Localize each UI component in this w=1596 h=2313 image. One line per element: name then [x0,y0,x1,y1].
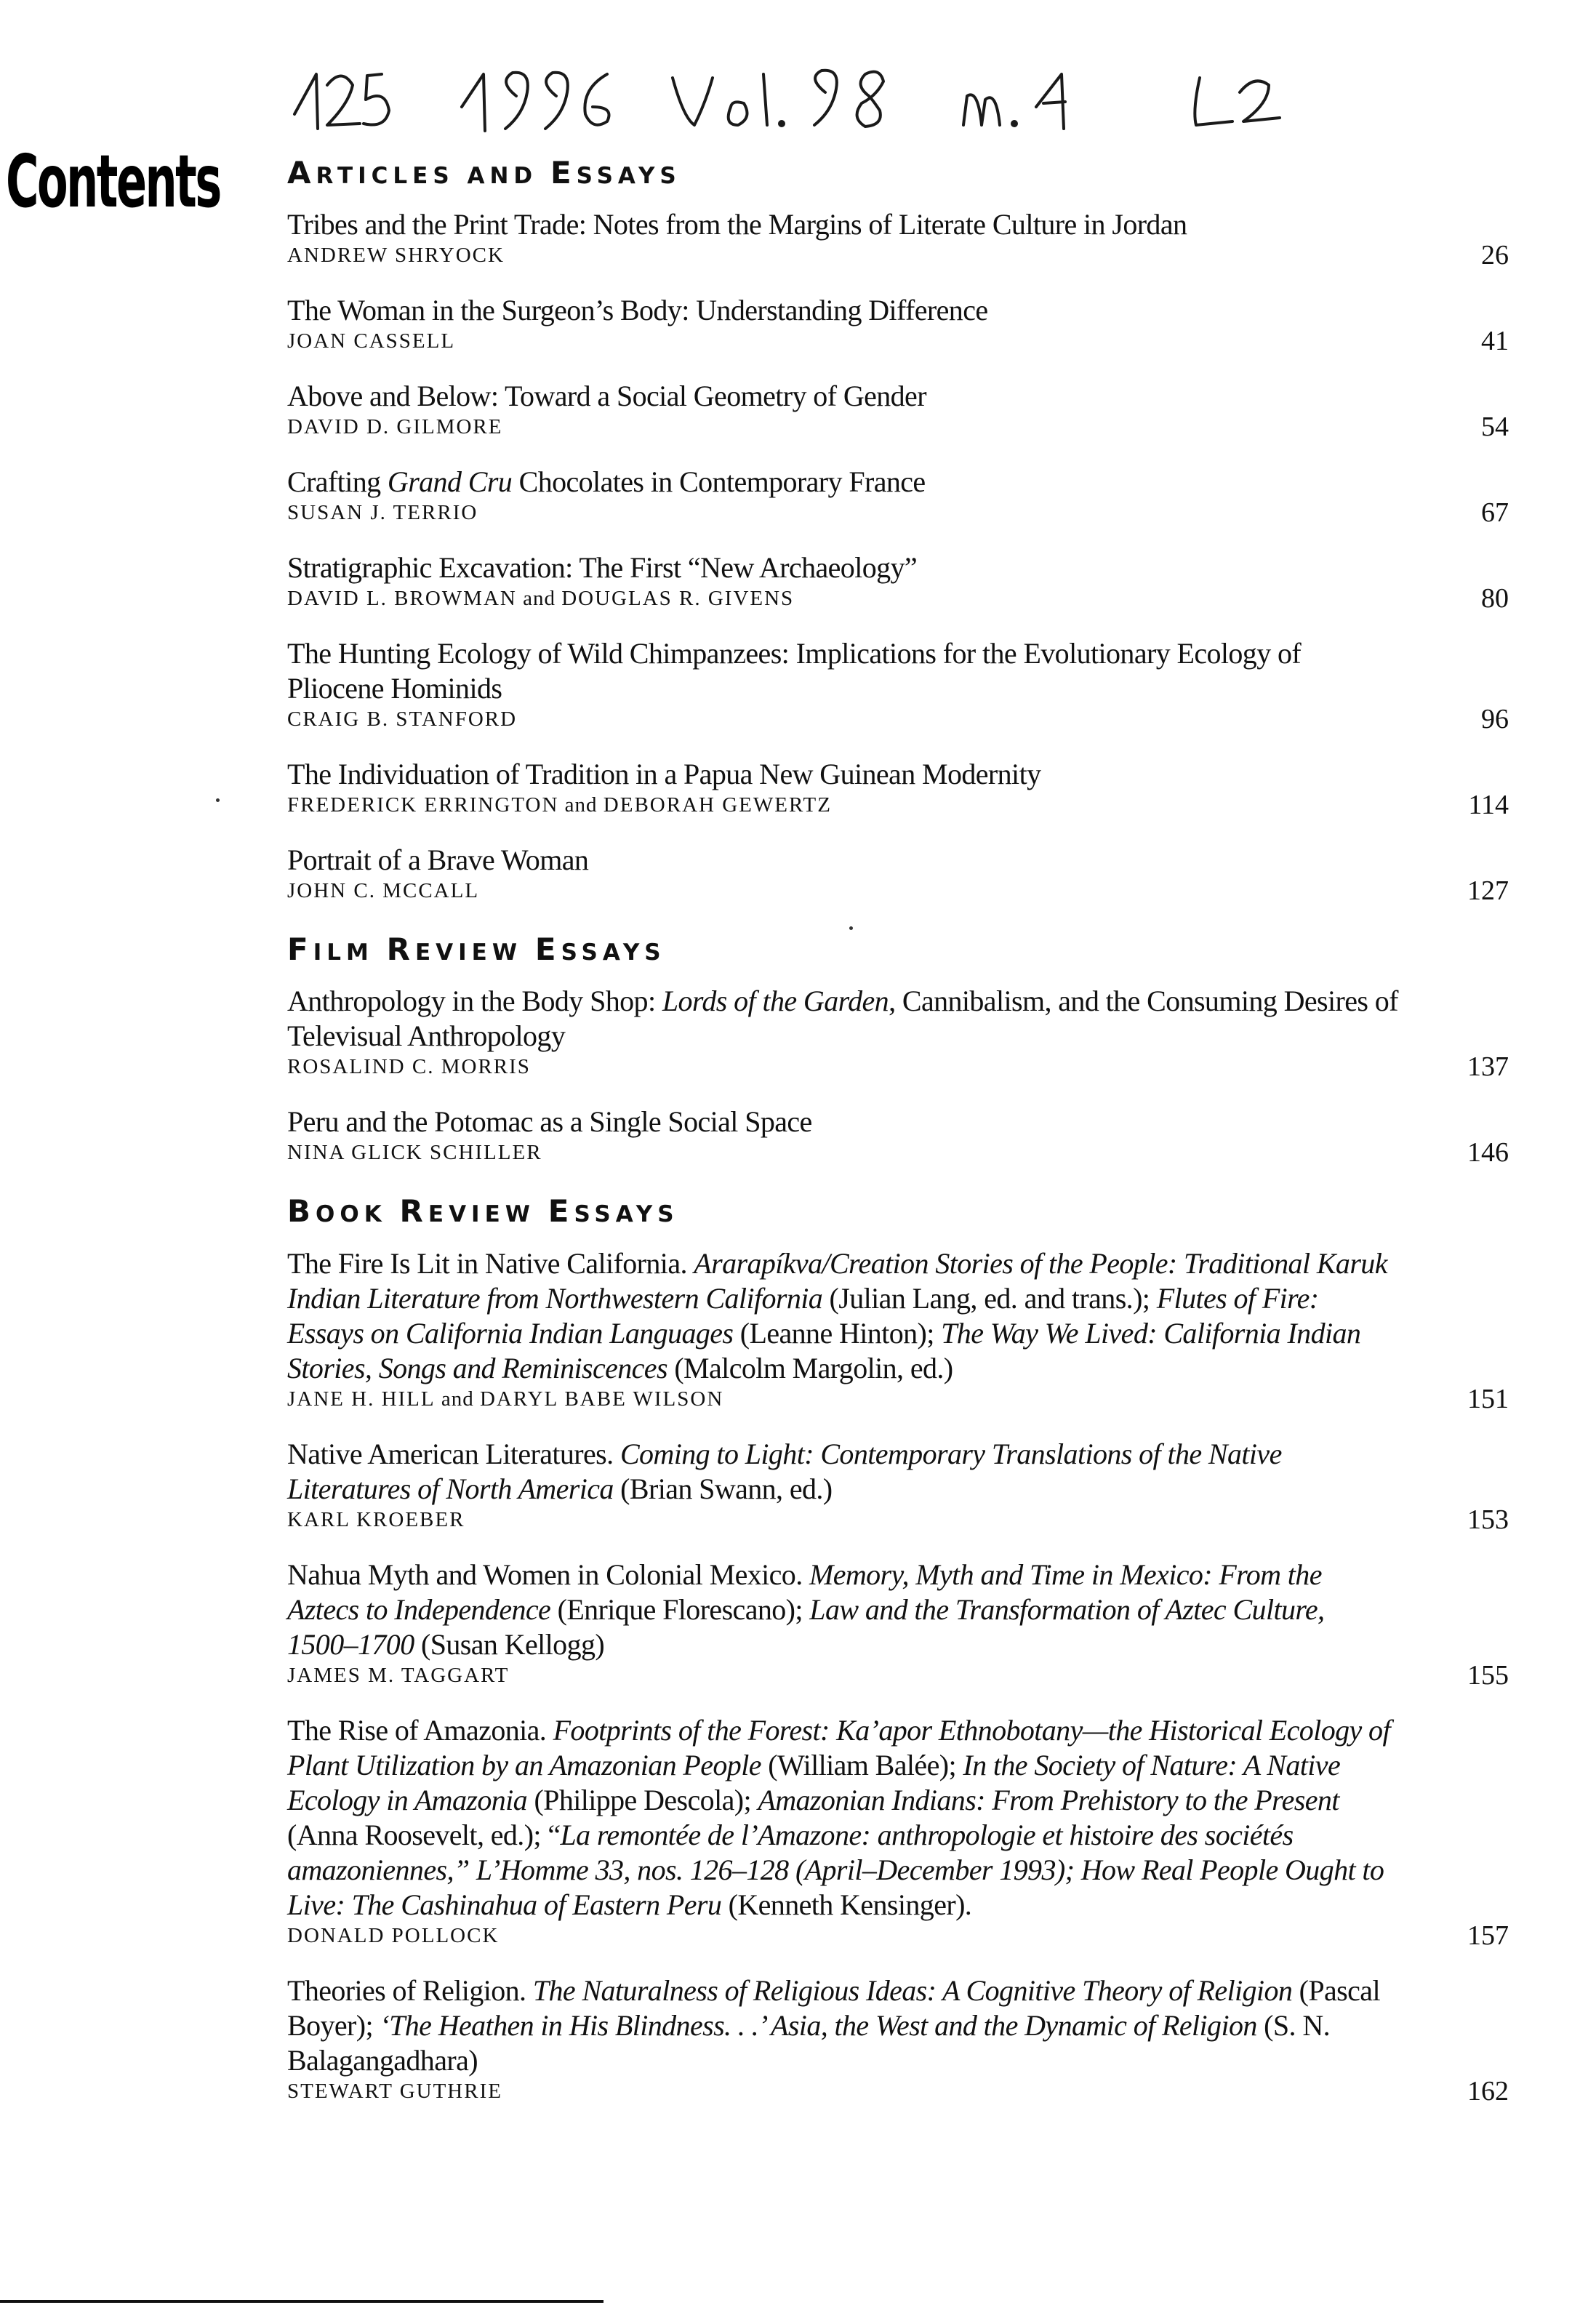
handwritten-call-number [287,45,1378,154]
entry-title: The Woman in the Surgeon’s Body: Understanding Difference [287,294,988,327]
entry-author: SUSAN J. TERRIO [287,501,478,525]
entry-author: DAVID D. GILMORE [287,415,503,439]
entry-title: The Hunting Ecology of Wild Chimpanzees: Implications for the Evolutionary Ecology of Pliocene Hominids [287,637,1302,705]
toc-entry[interactable] [287,1437,1509,1533]
toc-section [287,155,1509,907]
toc-entry[interactable] [287,550,1509,612]
entry-title: Peru and the Potomac as a Single Social Space [287,1105,812,1139]
toc-entry[interactable] [287,757,1509,821]
entry-title: Crafting Grand Cru Chocolates in Contemporary France [287,465,926,499]
entry-page-number: 54 [1481,412,1509,443]
toc-section [287,933,1509,1166]
section-heading: BOOK REVIEW ESSAYS [287,1193,679,1230]
toc-entry[interactable] [287,636,1509,735]
section-heading: ARTICLES AND ESSAYS [287,155,681,191]
toc-entry[interactable] [287,379,1509,443]
entry-page-number: 96 [1481,704,1509,735]
entry-author: DONALD POLLOCK [287,1923,500,1947]
toc-entry[interactable] [287,293,1509,357]
toc-entry[interactable] [287,1558,1509,1691]
entry-title: Anthropology in the Body Shop: Lords of the Garden, Cannibalism, and the Consuming Desires of Televisual Anthropology [287,985,1398,1053]
entry-page-number: 153 [1467,1504,1509,1535]
entry-title: Stratigraphic Excavation: The First “New Archaeology” [287,551,918,585]
entry-page-number: 67 [1481,497,1509,529]
entry-author: KARL KROEBER [287,1507,465,1531]
toc-entry[interactable] [287,1973,1509,2104]
entry-author: ANDREW SHRYOCK [287,244,505,268]
entry-author: JANE H. HILL and DARYL BABE WILSON [287,1387,724,1411]
entry-title: Nahua Myth and Women in Colonial Mexico. Memory, Myth and Time in Mexico: From the Aztecs to Independence (Enrique Florescano); Law and the Transformation of Aztec Culture, 1500–1700 (Susan Kellogg) [287,1558,1325,1661]
toc-entry[interactable] [287,207,1509,271]
page-bottom-rule [0,2300,603,2303]
toc-entry[interactable] [287,984,1509,1083]
entry-author: DAVID L. BROWMAN and DOUGLAS R. GIVENS [287,587,795,611]
entry-title: Native American Literatures. Coming to Light: Contemporary Translations of the Native Literatures of North America (Brian Swann, ed.) [287,1437,1282,1505]
entry-page-number: 157 [1467,1920,1509,1951]
entry-page-number: 114 [1468,790,1509,821]
entry-page-number: 80 [1481,583,1509,614]
handwritten-call-number-drawing [287,45,1378,154]
entry-title: Portrait of a Brave Woman [287,843,589,877]
section-heading: FILM REVIEW ESSAYS [287,931,666,968]
entry-author: ROSALIND C. MORRIS [287,1055,531,1079]
entry-author: FREDERICK ERRINGTON and DEBORAH GEWERTZ [287,793,832,817]
entry-title: Tribes and the Print Trade: Notes from the Margins of Literate Culture in Jordan [287,208,1187,241]
toc-entry[interactable] [287,1105,1509,1166]
table-of-contents [287,156,1509,2133]
toc-entry[interactable] [287,843,1509,907]
entry-author: JAMES M. TAGGART [287,1663,510,1687]
entry-title: The Individuation of Tradition in a Papua New Guinean Modernity [287,758,1041,791]
entry-title: Above and Below: Toward a Social Geometry of Gender [287,380,926,413]
entry-page-number: 26 [1481,240,1509,271]
toc-entry[interactable] [287,1246,1509,1412]
toc-section [287,1195,1509,2104]
entry-author: STEWART GUTHRIE [287,2079,502,2103]
scan-speck [216,798,220,802]
entry-page-number: 151 [1467,1383,1509,1414]
entry-author: JOAN CASSELL [287,329,456,353]
entry-page-number: 162 [1467,2075,1509,2106]
entry-author: CRAIG B. STANFORD [287,707,518,731]
entry-author: NINA GLICK SCHILLER [287,1141,542,1165]
entry-page-number: 41 [1481,326,1509,357]
entry-title: The Fire Is Lit in Native California. Ararapíkva/Creation Stories of the People: Traditional Karuk Indian Literature from Northwestern California (Julian Lang, ed. and trans.); Flutes of Fire: Essays on California Indian Languages (Leanne Hinton); The Way We Lived: California Indian Stories, Songs and Reminiscences (Malcolm Margolin, ed.) [287,1246,1387,1384]
entry-page-number: 146 [1467,1137,1509,1168]
entry-page-number: 155 [1467,1659,1509,1691]
entry-title: The Rise of Amazonia. Footprints of the Forest: Ka’apor Ethnobotany—the Historical Ecology of Plant Utilization by an Amazonian People (William Balée); In the Society of Nature: A Native Ecology in Amazonia (Philippe Descola); Amazonian Indians: From Prehistory to the Present (Anna Roosevelt, ed.); “La remontée de l’Amazone: anthropologie et histoire des sociétés amazoniennes,” L’Homme 33, nos. 126–128 (April–December 1993); How Real People Ought to Live: The Cashinahua of Eastern Peru (Kenneth Kensinger). [287,1713,1390,1921]
entry-page-number: 137 [1467,1051,1509,1083]
contents-label: Contents [6,139,220,224]
entry-page-number: 127 [1467,875,1509,907]
entry-author: JOHN C. MCCALL [287,879,480,903]
entry-title: Theories of Religion. The Naturalness of Religious Ideas: A Cognitive Theory of Religion (Pascal Boyer); ‘The Heathen in His Blindness. . .’ Asia, the West and the Dynamic of Religion (S. N. Balagangadhara) [287,1973,1380,2077]
toc-entry[interactable] [287,465,1509,529]
toc-entry[interactable] [287,1713,1509,1949]
scan-speck [849,926,853,930]
